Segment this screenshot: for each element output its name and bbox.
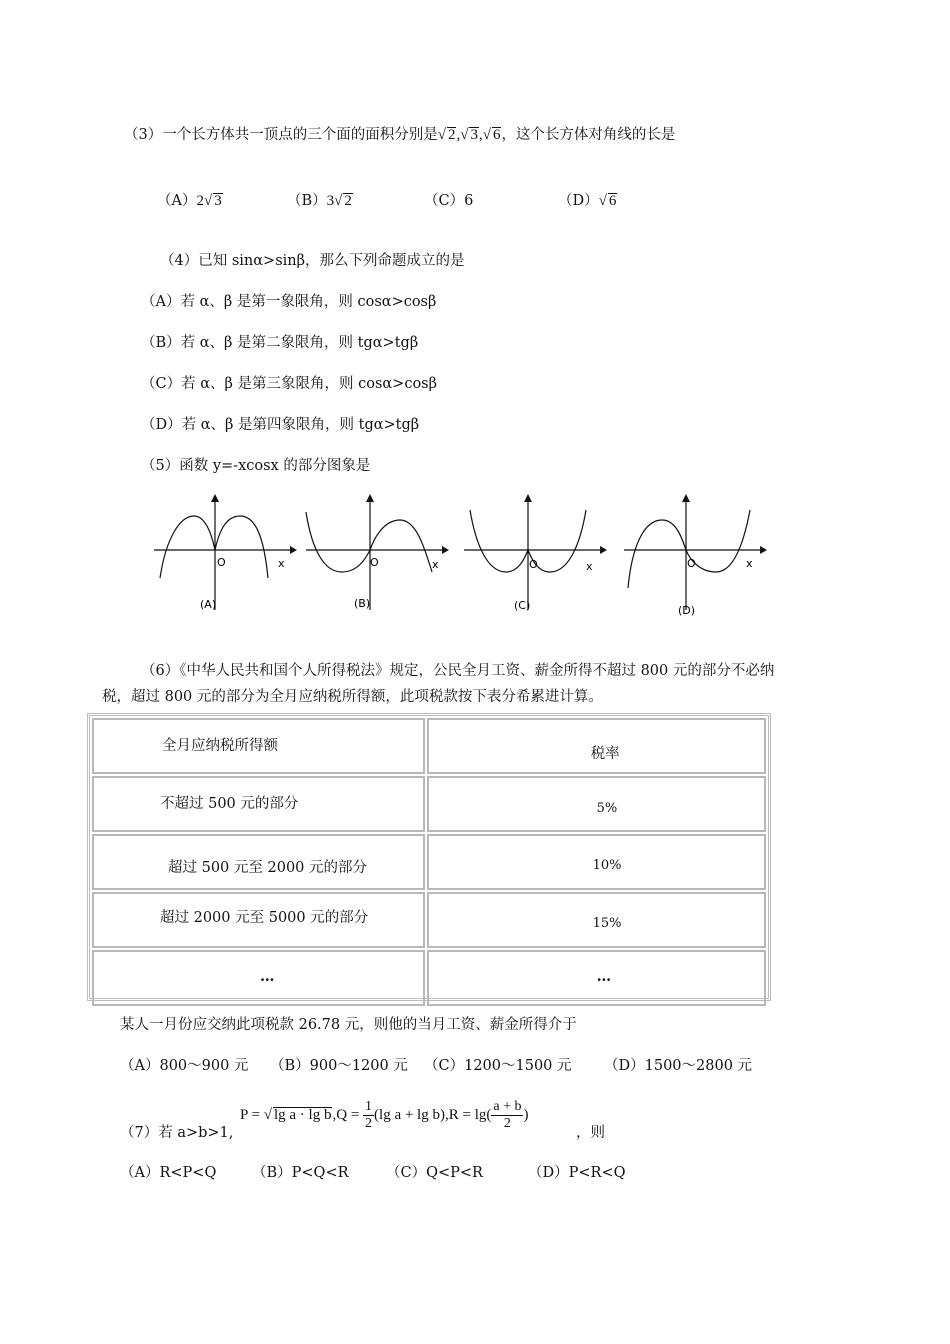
- q3-area-1: 2: [447, 127, 456, 143]
- q7-suffix: ，则: [576, 1125, 605, 1141]
- table-cell: [92, 892, 425, 948]
- q7-r-den: 2: [503, 1116, 511, 1132]
- tax-table-grid: [90, 716, 768, 1008]
- q6-option-a: （A）800～900 元: [120, 1058, 249, 1074]
- q7-option-b: （B）P<Q<R: [252, 1165, 349, 1181]
- q3-option-b-rad: 2: [344, 193, 352, 209]
- q3-stem-suffix: ，这个长方体对角线的长是: [501, 127, 676, 143]
- graph-c-x-arrow: [600, 546, 607, 554]
- q3-stem: [124, 126, 675, 144]
- q3-area-3: 6: [492, 127, 501, 143]
- q7-q-fraction: [363, 1099, 374, 1132]
- q7-r-fraction: [491, 1099, 523, 1132]
- table-cell: [92, 834, 425, 890]
- table-cell: [427, 834, 766, 890]
- graph-c: [460, 490, 610, 620]
- q7-option-a: （A）R<P<Q: [120, 1165, 217, 1181]
- graph-a-x-arrow: [290, 546, 297, 554]
- q7-q-den: 2: [365, 1116, 373, 1132]
- q4-option-b: （B）若 α、β 是第二象限角，则 tgα>tgβ: [141, 335, 419, 351]
- graph-d-x-arrow: [760, 546, 767, 554]
- q6-stem-line1: （6）《中华人民共和国个人所得税法》规定，公民全月工资、薪金所得不超过 800 元的部分不必纳: [141, 663, 775, 679]
- q3-option-a: [157, 192, 223, 210]
- q7-q-rest: (lg a + lg b),: [374, 1107, 449, 1123]
- row-2-rate: 10%: [592, 858, 622, 873]
- table-row: [92, 776, 766, 832]
- q5-stem: （5）函数 y=-xcosx 的部分图象是: [141, 458, 371, 474]
- table-header-cell: [427, 718, 766, 774]
- q3-option-a-coef: 2: [196, 193, 204, 209]
- q4-option-d: （D）若 α、β 是第四象限角，则 tgα>tgβ: [141, 417, 420, 433]
- table-cell: [427, 950, 766, 1006]
- graph-d-y-arrow: [682, 494, 690, 502]
- graph-c-x-label: x: [586, 560, 593, 573]
- q3-option-b-label: （B）: [287, 193, 327, 209]
- graph-a-x-label: x: [278, 557, 285, 570]
- q7-option-d: （D）P<R<Q: [528, 1165, 626, 1181]
- graph-b-label: (B): [354, 597, 371, 610]
- q7-p-lhs: P =: [240, 1107, 260, 1123]
- q7-r-close: ): [523, 1107, 529, 1123]
- graph-d-x-label: x: [746, 557, 753, 570]
- q7-r-num: a + b: [493, 1099, 522, 1115]
- graph-d-curve: [628, 510, 750, 588]
- q3-area-2: 3: [470, 127, 478, 143]
- q3-option-a-label: （A）: [157, 193, 197, 209]
- row-3-rate: 15%: [592, 916, 622, 931]
- graph-b-x-label: x: [432, 558, 439, 571]
- table-header-row: [92, 718, 766, 774]
- graph-a: [150, 490, 300, 620]
- q7-formula: P = √ lg a · lg b,Q = $\frac{1}{2}$ (lg a + lg b),R = lg( $\frac{a + b}{2}$ ): [240, 1099, 529, 1132]
- q3-stem-prefix: （3）一个长方体共一顶点的三个面的面积分别是: [124, 127, 438, 143]
- q7-p-radicand: lg a · lg b: [273, 1107, 332, 1123]
- graph-c-origin: O: [529, 558, 538, 571]
- q3-option-d: [558, 192, 617, 210]
- q3-option-a-value: 2√ 3: [196, 193, 222, 209]
- q6-option-c: （C）1200～1500 元: [424, 1058, 572, 1074]
- q7-q-lhs: ,Q =: [332, 1107, 360, 1123]
- q4-option-c: （C）若 α、β 是第三象限角，则 cosα>cosβ: [141, 376, 438, 392]
- graph-b-origin: O: [370, 556, 379, 569]
- table-row: [92, 950, 766, 1006]
- q3-option-a-rad: 3: [214, 193, 222, 209]
- q7-option-c: （C）Q<P<R: [386, 1165, 483, 1181]
- q3-option-d-rad: 6: [608, 193, 617, 209]
- header-rate: 税率: [590, 746, 620, 762]
- q3-option-c-label: （C）: [424, 193, 465, 209]
- graph-a-curve: [160, 516, 268, 578]
- q6-option-d: （D）1500～2800 元: [604, 1058, 753, 1074]
- graph-d-label: (D): [678, 604, 696, 617]
- graph-a-origin: O: [217, 556, 226, 569]
- table-row: [92, 892, 766, 948]
- graph-d: [620, 490, 770, 620]
- q3-option-c-text: 6: [464, 193, 474, 209]
- q3-option-d-value: √ 6: [598, 193, 617, 209]
- graph-b: [302, 490, 452, 620]
- q6-stem-line2: 税，超过 800 元的部分为全月应纳税所得额，此项税款按下表分希累进计算。: [102, 689, 603, 705]
- graph-c-label: (C): [514, 599, 531, 612]
- table-row: [92, 834, 766, 890]
- graph-a-y-arrow: [211, 494, 219, 502]
- row-4-rate: …: [596, 968, 612, 985]
- row-1-rate: 5%: [596, 801, 618, 816]
- row-4-income: …: [260, 968, 275, 985]
- row-2-income: 超过 500 元至 2000 元的部分: [168, 860, 368, 876]
- q6-option-b: （B）900～1200 元: [270, 1058, 408, 1074]
- q6-question: 某人一月份应交纳此项税款 26.78 元，则他的当月工资、薪金所得介于: [120, 1017, 577, 1033]
- q3-option-b-coef: 3: [326, 193, 335, 209]
- q3-option-c: [424, 192, 473, 210]
- table-cell: [92, 776, 425, 832]
- q4-option-a: （A）若 α、β 是第一象限角，则 cosα>cosβ: [141, 294, 437, 310]
- q3-areas: √ 2,√ 3,√ 6: [437, 127, 501, 143]
- q3-option-b-value: 3√ 2: [326, 193, 352, 209]
- graph-c-y-arrow: [524, 494, 532, 502]
- q3-option-b: [287, 192, 353, 210]
- graph-a-label: (A): [200, 598, 217, 611]
- row-3-income: 超过 2000 元至 5000 元的部分: [160, 910, 369, 926]
- q3-option-d-label: （D）: [558, 193, 599, 209]
- graph-d-origin: O: [687, 557, 696, 570]
- tax-table: [87, 713, 771, 1001]
- q4-stem: （4）已知 sinα>sinβ，那么下列命题成立的是: [160, 253, 465, 269]
- row-1-income: 不超过 500 元的部分: [160, 796, 299, 812]
- graph-b-x-arrow: [442, 546, 449, 554]
- table-cell: [427, 892, 766, 948]
- table-cell: [92, 950, 425, 1006]
- table-header-cell: [92, 718, 425, 774]
- graph-b-y-arrow: [366, 494, 374, 502]
- header-income: 全月应纳税所得额: [162, 738, 278, 754]
- graph-b-curve: [306, 512, 432, 572]
- q7-r-lhs: R = lg(: [448, 1107, 492, 1123]
- q7-q-num: 1: [365, 1099, 373, 1115]
- table-cell: [427, 776, 766, 832]
- q7-prefix: （7）若 a>b>1,: [120, 1125, 234, 1141]
